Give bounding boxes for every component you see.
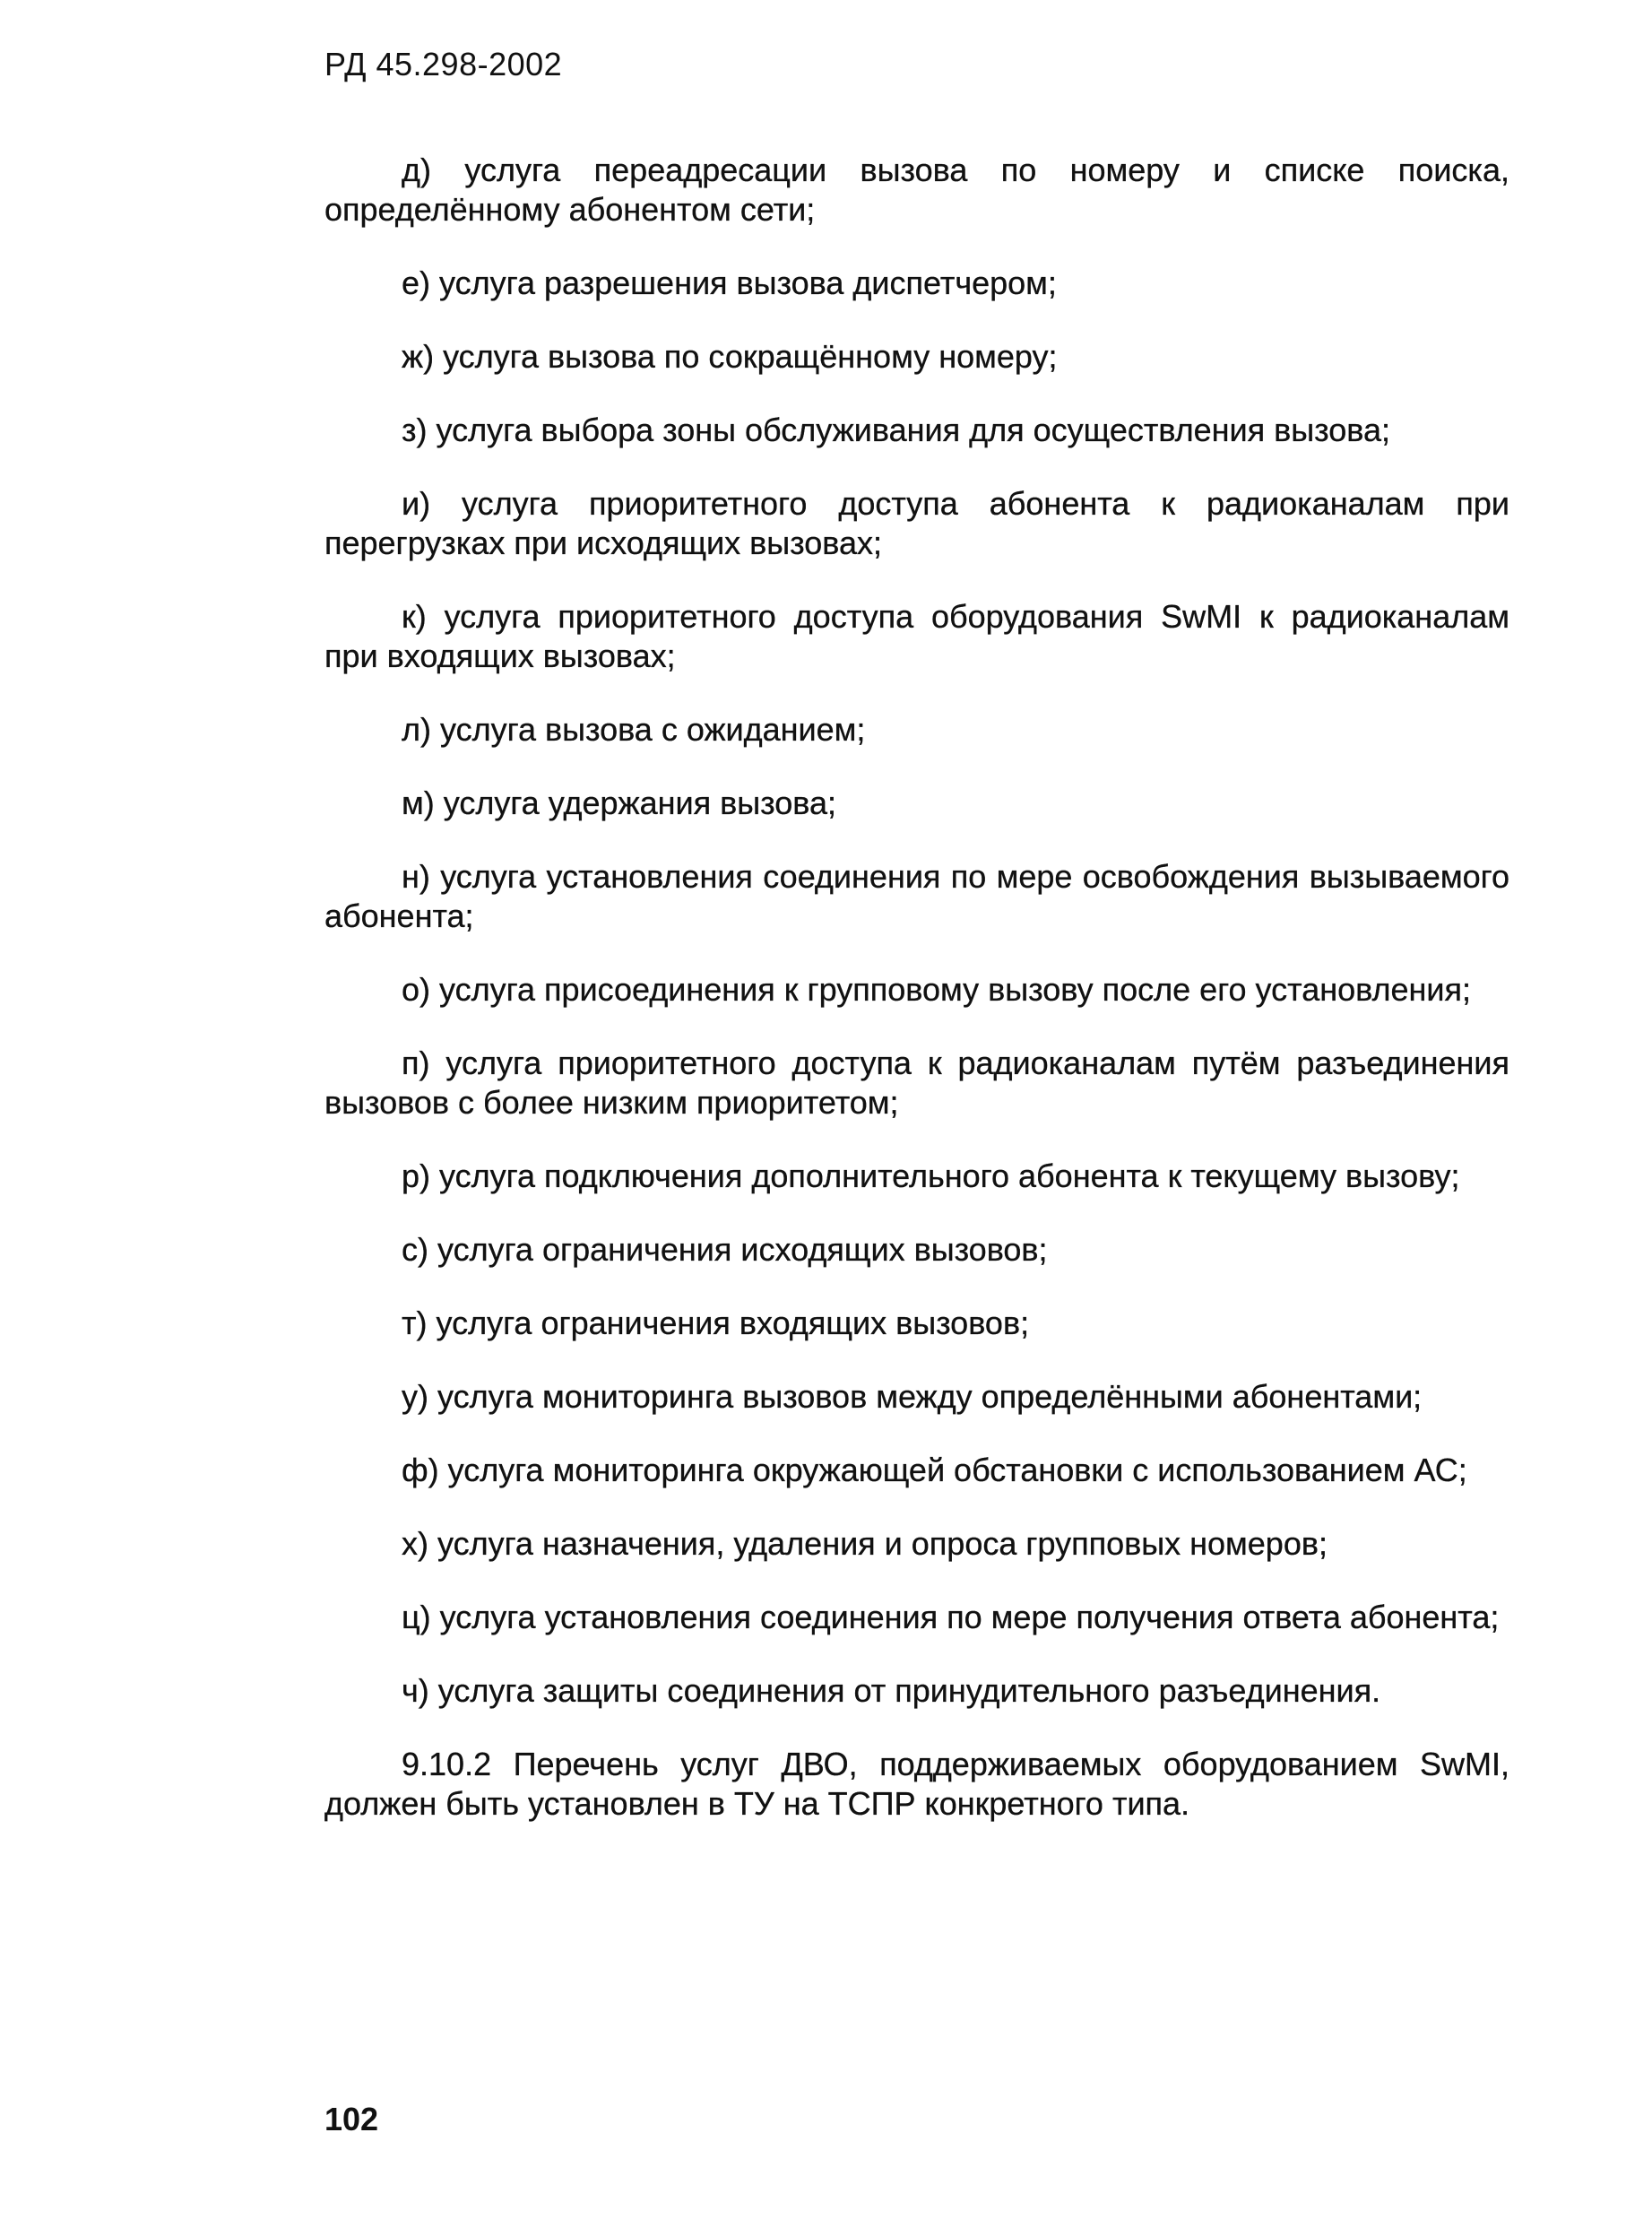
list-item: у) услуга мониторинга вызовов между определёнными абонентами; — [402, 1378, 1423, 1415]
list-item: д) услуга переадресации вызова по номеру и списке поиска, определённому абонентом сети; — [324, 152, 1509, 228]
list-item: р) услуга подключения дополнительного абонента к текущему вызову; — [402, 1157, 1460, 1194]
list-item: м) услуга удержания вызова; — [402, 785, 837, 821]
list-item: н) услуга установления соединения по мере освобождения вызываемого абонента; — [324, 858, 1509, 934]
document-header: РД 45.298-2002 — [324, 46, 563, 82]
section-paragraph: 9.10.2 Перечень услуг ДВО, поддерживаемых оборудованием SwMI, должен быть установлен в ТУ на ТСПР конкретного типа. — [324, 1746, 1509, 1822]
list-item: ч) услуга защиты соединения от принудительного разъединения. — [402, 1672, 1381, 1709]
list-item: е) услуга разрешения вызова диспетчером; — [402, 264, 1057, 301]
list-item: ц) услуга установления соединения по мере получения ответа абонента; — [402, 1599, 1500, 1635]
list-item: х) услуга назначения, удаления и опроса групповых номеров; — [402, 1525, 1328, 1562]
list-item: и) услуга приоритетного доступа абонента к радиоканалам при перегрузках при исходящих вызовах; — [324, 485, 1509, 561]
list-item: к) услуга приоритетного доступа оборудования SwMI к радиоканалам при входящих вызовах; — [324, 598, 1509, 674]
list-item: п) услуга приоритетного доступа к радиоканалам путём разъединения вызовов с более низким приоритетом; — [324, 1045, 1509, 1121]
list-item: с) услуга ограничения исходящих вызовов; — [402, 1231, 1048, 1268]
page-number: 102 — [324, 2101, 379, 2137]
list-item: л) услуга вызова с ожиданием; — [402, 711, 866, 748]
list-item: ж) услуга вызова по сокращённому номеру; — [402, 338, 1058, 375]
list-item: ф) услуга мониторинга окружающей обстановки с использованием АС; — [402, 1452, 1467, 1488]
list-item: з) услуга выбора зоны обслуживания для осуществления вызова; — [402, 412, 1391, 448]
document-body — [324, 151, 1509, 1858]
list-item: т) услуга ограничения входящих вызовов; — [402, 1305, 1030, 1341]
list-item: о) услуга присоединения к групповому вызову после его установления; — [402, 971, 1471, 1008]
